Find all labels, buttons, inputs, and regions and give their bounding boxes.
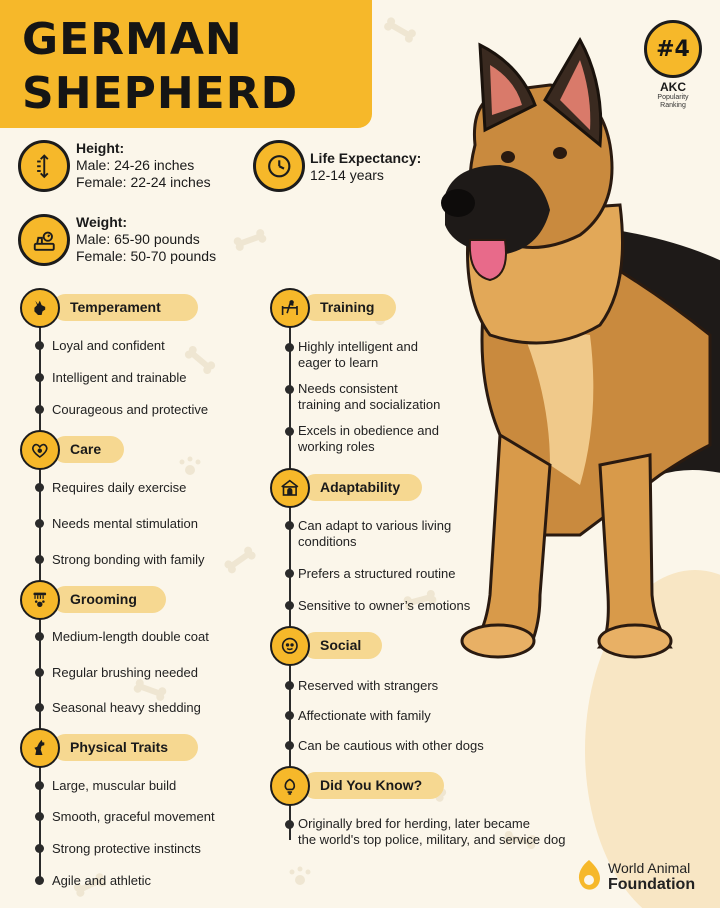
care-item-3: Strong bonding with family bbox=[52, 552, 205, 567]
timeline-dot bbox=[35, 812, 44, 821]
timeline-dot bbox=[35, 483, 44, 492]
title-line-1: GERMAN bbox=[22, 14, 243, 65]
footer-org-line-1: World Animal bbox=[608, 860, 691, 876]
dog-head-icon bbox=[20, 288, 60, 328]
temperament-item-1: Loyal and confident bbox=[52, 338, 165, 353]
lightbulb-icon bbox=[270, 766, 310, 806]
height-female: Female: 22-24 inches bbox=[76, 174, 211, 190]
timeline-dot bbox=[35, 519, 44, 528]
temperament-item-2: Intelligent and trainable bbox=[52, 370, 187, 385]
section-training-title: Training bbox=[302, 294, 396, 321]
social-item-2: Affectionate with family bbox=[298, 708, 431, 723]
agility-icon bbox=[270, 288, 310, 328]
section-physical-title: Physical Traits bbox=[52, 734, 198, 761]
grooming-item-3: Seasonal heavy shedding bbox=[52, 700, 201, 715]
grooming-item-1: Medium-length double coat bbox=[52, 629, 209, 644]
clock-icon bbox=[253, 140, 305, 192]
timeline-dot bbox=[285, 569, 294, 578]
title-line-2: SHEPHERD bbox=[22, 68, 299, 119]
timeline-dot bbox=[35, 632, 44, 641]
badge-label: AKC bbox=[660, 80, 686, 94]
weight-male: Male: 65-90 pounds bbox=[76, 231, 200, 247]
section-didyouknow-title: Did You Know? bbox=[302, 772, 444, 799]
timeline-dot bbox=[285, 601, 294, 610]
timeline-dot bbox=[285, 820, 294, 829]
weight-scale-icon bbox=[18, 214, 70, 266]
badge-sub-2: Ranking bbox=[660, 102, 686, 109]
didyouknow-item-1: Originally bred for herding, later became the world's top police, military, and service dog bbox=[298, 816, 566, 847]
section-temperament-title: Temperament bbox=[52, 294, 198, 321]
weight-female: Female: 50-70 pounds bbox=[76, 248, 217, 264]
section-adaptability-title: Adaptability bbox=[302, 474, 422, 501]
timeline-dot bbox=[35, 555, 44, 564]
section-social-title: Social bbox=[302, 632, 382, 659]
social-dog-icon bbox=[270, 626, 310, 666]
physical-item-2: Smooth, graceful movement bbox=[52, 809, 215, 824]
timeline-dot bbox=[285, 681, 294, 690]
weight-title: Weight: bbox=[76, 214, 128, 230]
training-item-2: Needs consistent training and socialization bbox=[298, 381, 441, 412]
training-item-3: Excels in obedience and working roles bbox=[298, 423, 439, 454]
section-grooming-title: Grooming bbox=[52, 586, 166, 613]
timeline-dot bbox=[35, 668, 44, 677]
timeline-dot bbox=[35, 373, 44, 382]
timeline-dot bbox=[35, 703, 44, 712]
height-male: Male: 24-26 inches bbox=[76, 157, 195, 173]
social-item-1: Reserved with strangers bbox=[298, 678, 439, 693]
rank-badge: #4 bbox=[644, 20, 702, 78]
life-value: 12-14 years bbox=[310, 167, 384, 183]
adaptability-item-2: Prefers a structured routine bbox=[298, 566, 456, 581]
timeline-dot bbox=[35, 341, 44, 350]
grooming-item-2: Regular brushing needed bbox=[52, 665, 198, 680]
timeline-dot bbox=[35, 876, 44, 885]
timeline-dot bbox=[285, 427, 294, 436]
world-animal-foundation-logo-icon bbox=[574, 858, 604, 892]
german-shepherd-illustration bbox=[430, 35, 720, 675]
heart-paw-icon bbox=[20, 430, 60, 470]
timeline-dot bbox=[35, 781, 44, 790]
life-title: Life Expectancy: bbox=[310, 150, 422, 166]
height-title: Height: bbox=[76, 140, 125, 156]
timeline-dot bbox=[285, 385, 294, 394]
social-item-3: Can be cautious with other dogs bbox=[298, 738, 484, 753]
sitting-dog-icon bbox=[20, 728, 60, 768]
adaptability-item-1: Can adapt to various living conditions bbox=[298, 518, 452, 549]
timeline-dot bbox=[35, 405, 44, 414]
timeline-dot bbox=[285, 343, 294, 352]
timeline-dot bbox=[35, 844, 44, 853]
badge-sub-1: Popularity bbox=[657, 94, 689, 101]
timeline-dot bbox=[285, 741, 294, 750]
care-item-2: Needs mental stimulation bbox=[52, 516, 198, 531]
care-item-1: Requires daily exercise bbox=[52, 480, 187, 495]
temperament-item-3: Courageous and protective bbox=[52, 402, 209, 417]
section-care-title: Care bbox=[52, 436, 124, 463]
physical-item-1: Large, muscular build bbox=[52, 778, 177, 793]
adaptability-item-3: Sensitive to owner’s emotions bbox=[298, 598, 471, 613]
training-item-1: Highly intelligent and eager to learn bbox=[298, 339, 418, 370]
footer-org-line-2: Foundation bbox=[608, 876, 696, 893]
timeline-dot bbox=[285, 711, 294, 720]
grooming-icon bbox=[20, 580, 60, 620]
physical-item-3: Strong protective instincts bbox=[52, 841, 201, 856]
timeline-dot bbox=[285, 521, 294, 530]
height-ruler-icon bbox=[18, 140, 70, 192]
physical-item-4: Agile and athletic bbox=[52, 873, 152, 888]
dog-house-icon bbox=[270, 468, 310, 508]
